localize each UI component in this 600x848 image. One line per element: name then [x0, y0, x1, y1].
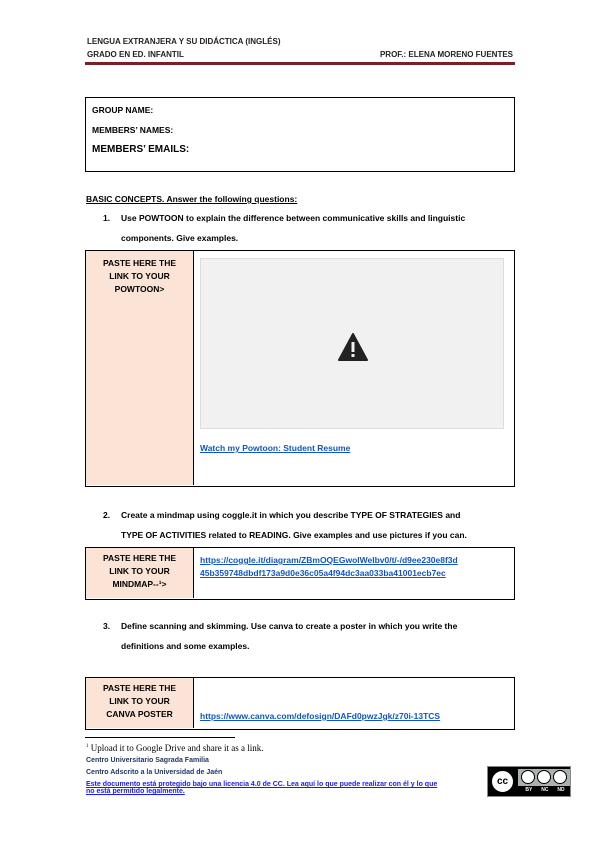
powtoon-label-cell [86, 251, 194, 485]
professor: PROF.: ELENA MORENO FUENTES [379, 50, 513, 59]
badge-label: NC [541, 787, 549, 793]
q2-text-2: TYPE OF ACTIVITIES related to READING. Give examples and use pictures if you can. [121, 530, 467, 540]
degree: GRADO EN ED. INFANTIL [87, 50, 184, 59]
members-emails-label: MEMBERS’ EMAILS: [92, 144, 190, 155]
members-names-label: MEMBERS’ NAMES: [92, 125, 174, 135]
link-line: https://coggle.it/diagram/ZBmOQEGwolWelbv0/t/-/d9ee230e8f3d [200, 555, 458, 565]
warning-icon [338, 333, 368, 361]
group-info-box [85, 97, 515, 172]
q1-text: Use POWTOON to explain the difference between communicative skills and linguistic [121, 213, 466, 223]
label-line: CANVA POSTER [106, 709, 173, 719]
cc-icon: cc [490, 769, 515, 794]
footnote-text: Upload it to Google Drive and share it as a link. [90, 743, 264, 753]
q3-text-2: definitions and some examples. [121, 641, 250, 651]
q1-text-2: components. Give examples. [121, 233, 239, 243]
label-line: LINK TO YOUR [109, 696, 170, 706]
nd-icon [553, 770, 567, 784]
section-title: BASIC CONCEPTS. Answer the following questions: [86, 194, 298, 204]
license-line: no está permitido legalmente. [86, 788, 185, 795]
label-line: PASTE HERE THE [102, 553, 177, 563]
q1-number: 1. [103, 213, 111, 223]
footnote [86, 743, 263, 753]
canva-label-cell [86, 678, 194, 728]
cc-license-badge[interactable] [487, 766, 571, 797]
badge-label: BY [525, 787, 533, 793]
label-line: MINDMAP--¹> [112, 579, 167, 589]
footnote-mark: 1 [86, 744, 89, 749]
badge-labels [521, 787, 569, 793]
powtoon-embed[interactable] [200, 258, 504, 429]
badge-label: ND [557, 787, 565, 793]
mindmap-label-cell [86, 548, 194, 598]
group-name-label: GROUP NAME: [92, 105, 154, 115]
by-icon [521, 770, 535, 784]
nc-icon [537, 770, 551, 784]
q3-number: 3. [103, 621, 111, 631]
canva-table [85, 677, 515, 730]
label-line: PASTE HERE THE [102, 683, 177, 693]
license-line: Este documento está protegido bajo una licencia 4.0 de CC. Lea aquí lo que puede realizar con él y lo que [86, 781, 438, 788]
canva-link[interactable]: https://www.canva.com/defosign/DAFd0pwzJgk/z70i-13TCS [200, 711, 441, 721]
footnote-rule [85, 737, 235, 738]
footer-line-1: Centro Universitario Sagrada Familia [86, 757, 209, 764]
license-link[interactable] [86, 781, 437, 795]
q3-text: Define scanning and skimming. Use canva to create a poster in which you write the [121, 621, 458, 631]
footer-line-2: Centro Adscrito a la Universidad de Jaén [86, 769, 223, 776]
header-rule [85, 62, 515, 65]
label-line: LINK TO YOUR [109, 271, 170, 281]
powtoon-table [85, 250, 515, 487]
label-line: PASTE HERE THE [102, 258, 177, 268]
q2-number: 2. [103, 510, 111, 520]
link-line: 45b359748dbdf173a9d0e36c05a4f94dc3aa033ba41001ecb7ec [200, 568, 446, 578]
powtoon-link[interactable]: Watch my Powtoon: Student Resume [200, 443, 351, 453]
label-line: POWTOON> [114, 284, 165, 294]
coggle-link[interactable] [200, 554, 458, 580]
label-line: LINK TO YOUR [109, 566, 170, 576]
course-title: LENGUA EXTRANJERA Y SU DIDÁCTICA (INGLÉS) [87, 37, 281, 46]
mindmap-table [85, 547, 515, 600]
q2-text: Create a mindmap using coggle.it in which you describe TYPE OF STRATEGIES and [121, 510, 461, 520]
